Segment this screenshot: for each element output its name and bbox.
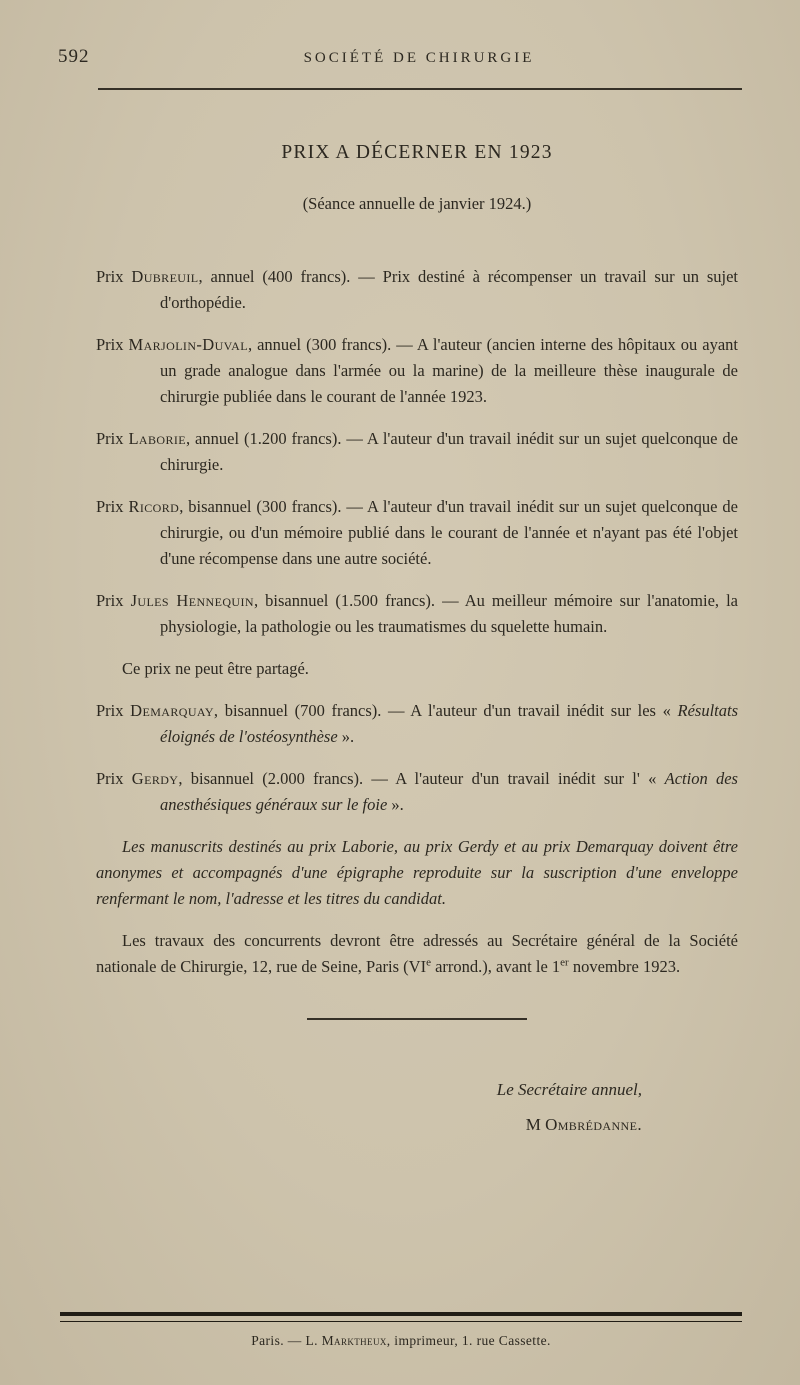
prize-quote: Action des anesthésiques généraux sur le foie [160,769,738,814]
prize-text: , annuel (1.200 francs). — A l'auteur d'un travail inédit sur un sujet quelconque de chirurgie. [160,429,738,474]
prize-name: Laborie [128,429,186,448]
prize-paragraph-ricord [96,494,738,572]
prize-prefix: Prix [96,497,129,516]
superscript-e: e [426,956,431,969]
prize-name: Marjolin-Duval [128,335,248,354]
imprint-pre: Paris. — L. [251,1333,322,1348]
prize-text-after-quote: ». [387,795,404,814]
prize-paragraph-laborie [96,426,738,478]
prize-prefix: Prix [96,335,129,354]
page-content [96,142,738,1142]
prize-paragraph-demarquay [96,698,738,750]
prize-prefix: Prix [96,701,131,720]
submission-note-text: Les travaux des concurrents devront être adressés au Secrétaire général de la Société nationale de Chirurgie, 12, rue de Seine, Paris (VI [96,931,738,976]
signature-block [96,1072,738,1142]
prize-text-after-quote: ». [337,727,355,746]
printer-imprint [60,1333,742,1349]
page-subtitle: (Séance annuelle de janvier 1924.) [302,194,532,213]
superscript-er: er [560,956,569,969]
prize-name: Jules Hennequin [130,591,254,610]
signature-role: Le Secrétaire annuel, [496,1080,642,1099]
page-header [0,0,800,72]
footer-block [60,1312,742,1349]
prize-prefix: Prix [96,591,131,610]
prize-prefix: Prix [96,429,129,448]
footer-rule [60,1312,742,1322]
header-rule [98,88,742,90]
section-divider-rule [307,1018,527,1020]
signature-name-line [96,1107,642,1142]
manuscripts-note: Les manuscrits destinés au prix Laborie, au prix Gerdy et au prix Demarquay doivent être anonymes et accompagnés d'une épigraphe reproduite sur la suscription d'une enveloppe renfermant le nom, l'adresse et les titres du candidat. [96,837,738,908]
page-title: PRIX A DÉCERNER EN 1923 [281,142,553,163]
prize-text: , annuel (300 francs). — A l'auteur (ancien interne des hôpitaux ou ayant un grade analogue dans l'armée ou la marine) de la meilleure thèse inaugurale de chirurgie publiée dans le courant de l'année 1923. [160,335,738,406]
prize-paragraph-hennequin [96,588,738,640]
prize-quote: Résultats éloignés de l'ostéosynthèse [160,701,738,746]
prize-text: , annuel (400 francs). — Prix destiné à récompenser un travail sur un sujet d'orthopédie. [160,267,738,312]
submission-note-text: arrond.), avant le 1 [430,957,561,976]
prize-paragraph-marjolin-duval [96,332,738,410]
page-number: 592 [58,46,90,67]
submission-note-text: novembre 1923. [568,957,681,976]
prize-name: Ricord [128,497,180,516]
prize-name: Dubreuil [131,267,199,286]
prize-text: , bisannuel (300 francs). — A l'auteur d'un travail inédit sur un sujet quelconque de chirurgie, ou d'un mémoire publié dans le courant de l'année et n'ayant pas été l'objet d'une récompense dans une autre société. [160,497,738,568]
shared-note: Ce prix ne peut être partagé. [122,659,309,678]
prize-text: , bisannuel (1.500 francs). — Au meilleur mémoire sur l'anatomie, la physiologie, la pathologie ou les traumatismes du squelette humain. [160,591,739,636]
signature-name: Ombrédanne. [545,1115,642,1134]
signature-name-prefix: M [525,1115,546,1134]
prize-prefix: Prix [96,769,132,788]
prize-text: , bisannuel (2.000 francs). — A l'auteur d'un travail inédit sur l' « [178,769,665,788]
prize-text: , bisannuel (700 francs). — A l'auteur d'un travail inédit sur les « [213,701,678,720]
prize-name: Demarquay [130,701,214,720]
prize-name: Gerdy [131,769,179,788]
imprint-post: , imprimeur, 1. rue Cassette. [386,1333,551,1348]
prize-paragraph-dubreuil [96,264,738,316]
prize-prefix: Prix [96,267,132,286]
running-title: SOCIÉTÉ DE CHIRURGIE [303,50,535,66]
submission-note [96,928,738,980]
prize-paragraph-gerdy [96,766,738,818]
imprint-printer-name: Marktheux [321,1333,387,1348]
